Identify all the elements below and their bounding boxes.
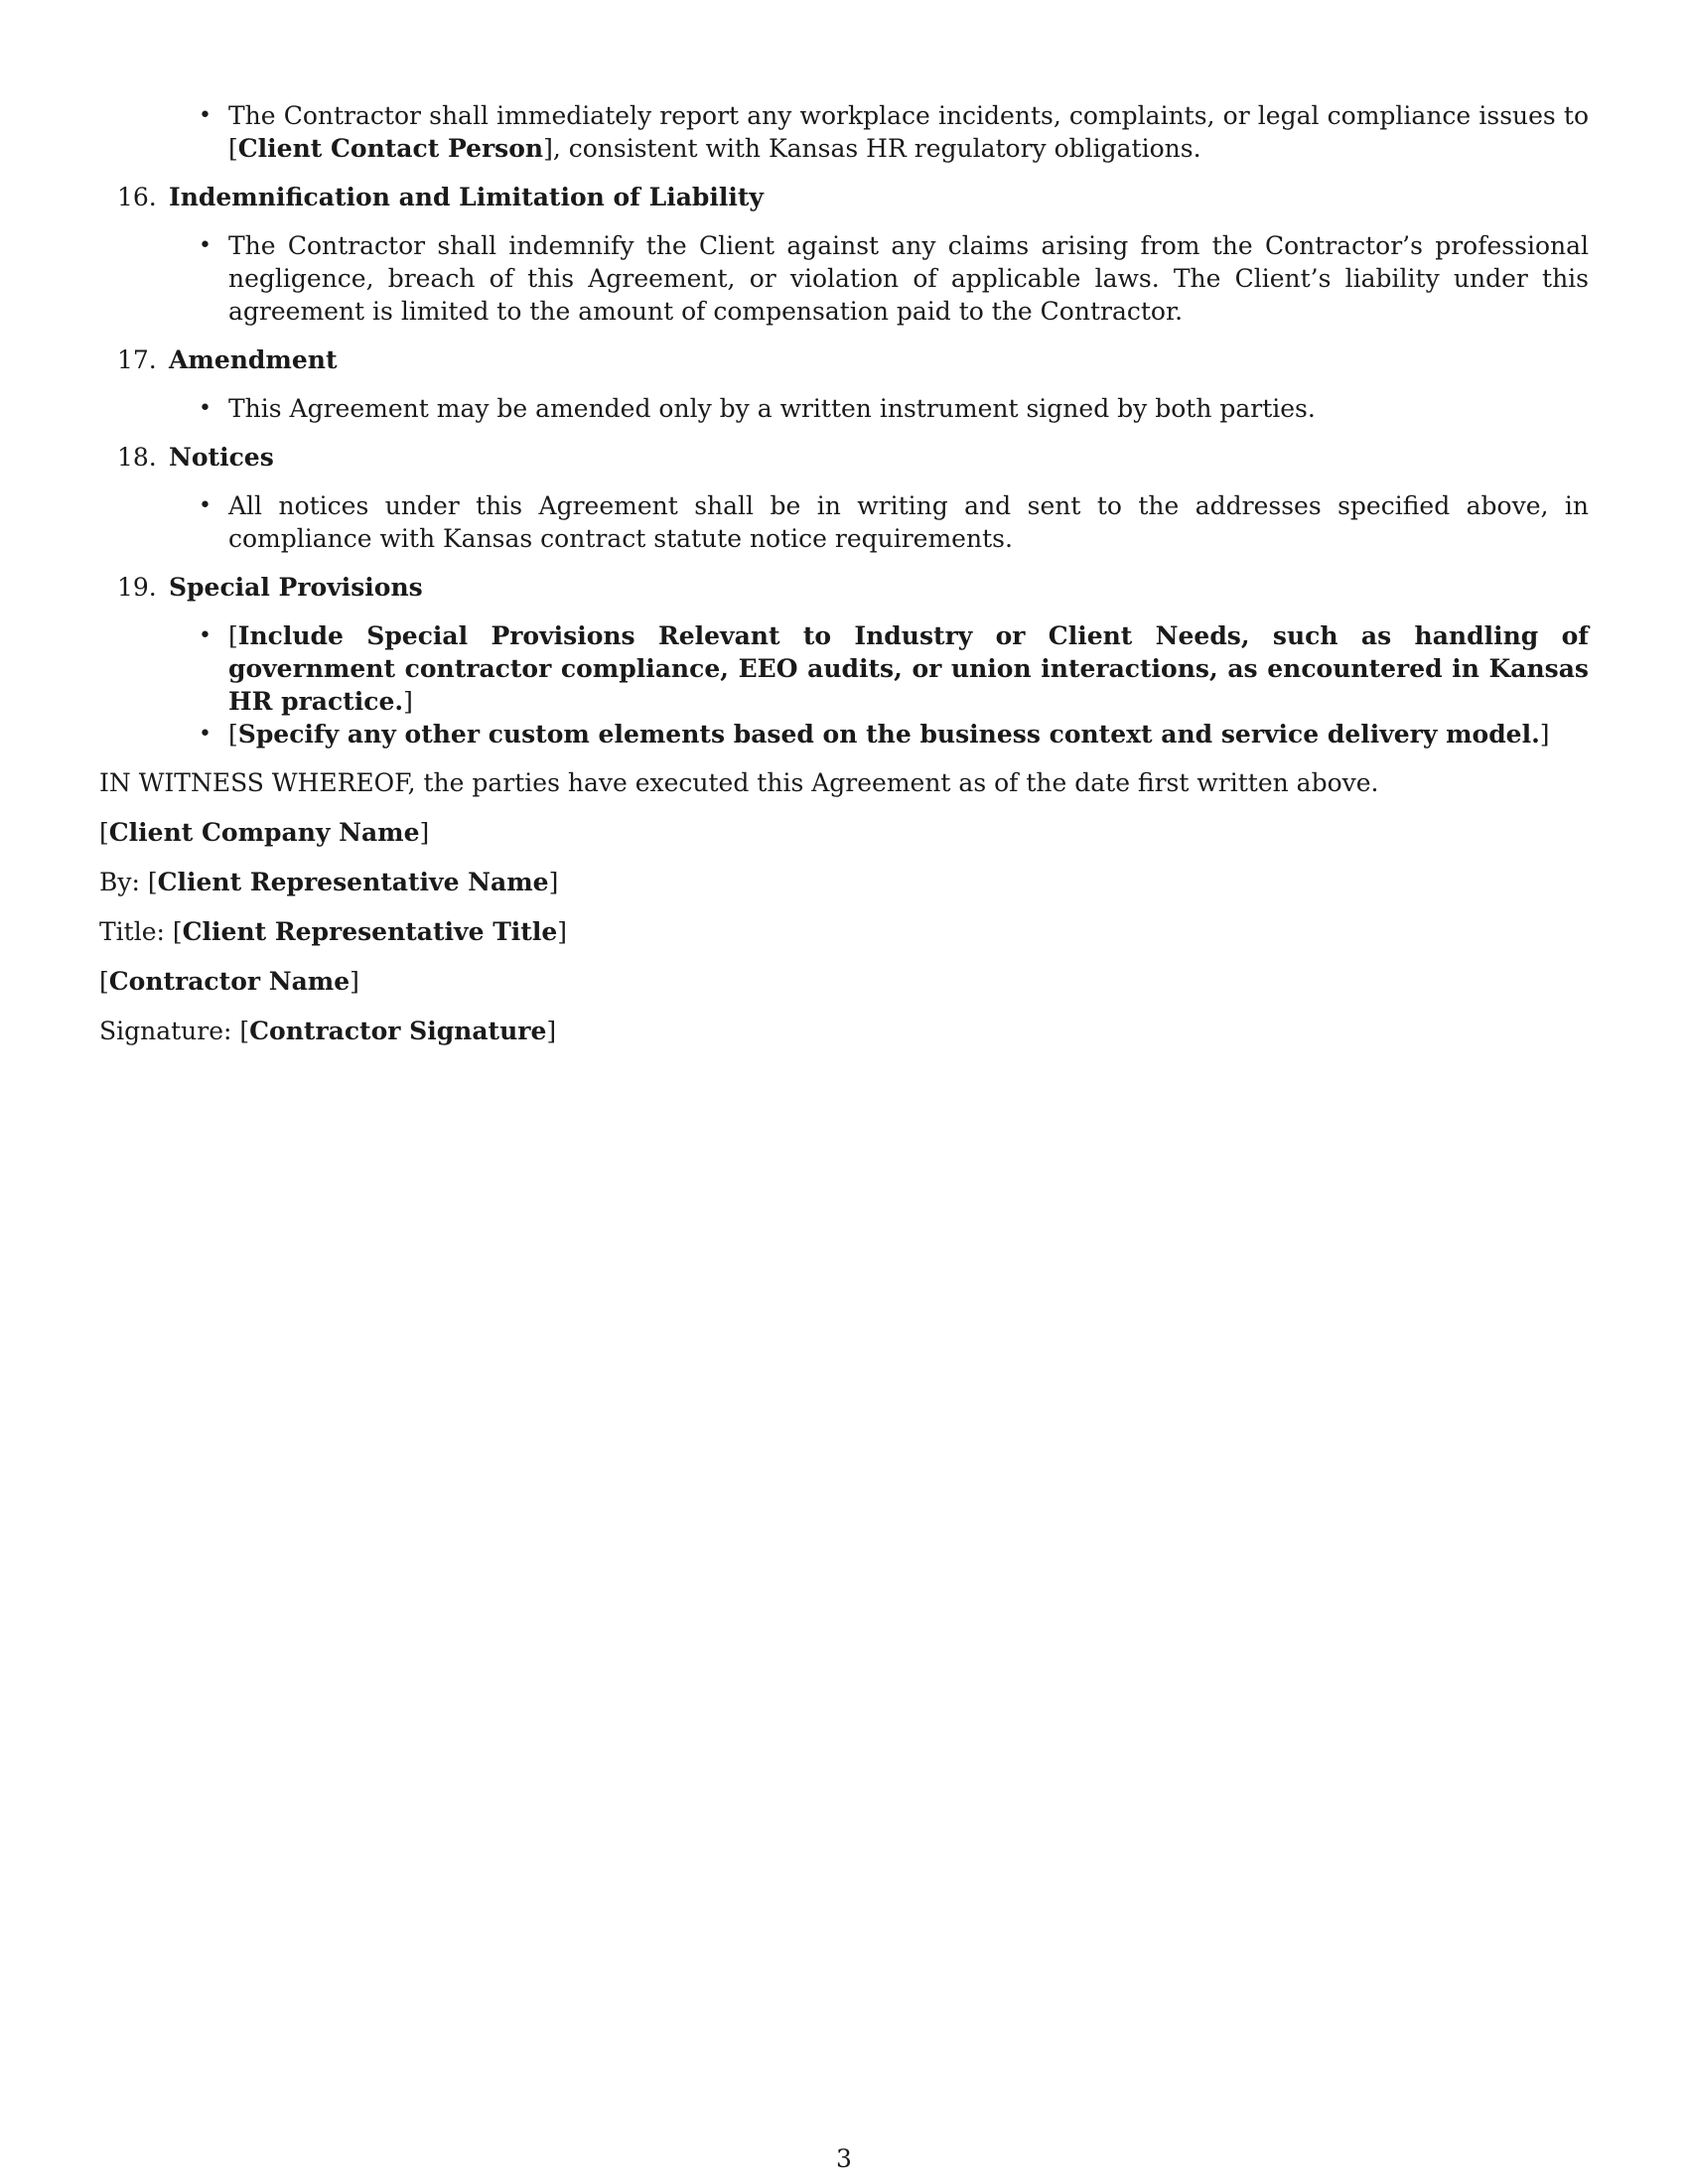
section-title: Amendment <box>169 345 338 374</box>
page-number: 3 <box>836 2144 852 2173</box>
section-bullets <box>228 619 1589 751</box>
signature-label: Signature: <box>99 1017 232 1045</box>
section-bullets <box>228 489 1589 555</box>
section-bullet: • The Contractor shall indemnify the Client against any claims arising from the Contractor’s professional negligence, breach of this Agreement, or violation of applicable laws. The Client’s liability under this agreement is limited to the amount of compensation paid to the Contractor. <box>228 229 1589 328</box>
section-title: Notices <box>169 443 274 472</box>
client-company-placeholder: Client Company Name <box>108 818 420 847</box>
by-line: By: [Client Representative Name] <box>99 868 559 896</box>
section-list <box>99 181 1589 751</box>
intro-bullet-after: ], consistent with Kansas HR regulatory obligations. <box>543 134 1201 163</box>
client-rep-title-placeholder: Client Representative Title <box>182 917 558 946</box>
section-bullet: • All notices under this Agreement shall be in writing and sent to the addresses specified above, in compliance with Kansas contract statute notice requirements. <box>228 489 1589 555</box>
witness-clause: IN WITNESS WHEREOF, the parties have executed this Agreement as of the date first written above. <box>99 768 1379 797</box>
document-content <box>99 99 1589 1047</box>
section-number: 16. <box>117 183 157 211</box>
section-title: Indemnification and Limitation of Liability <box>169 183 764 211</box>
section-18 <box>99 441 1589 555</box>
section-title: Special Provisions <box>169 573 423 602</box>
intro-bullet <box>228 99 1589 165</box>
client-rep-name-placeholder: Client Representative Name <box>157 868 549 896</box>
contractor-name-placeholder: Contractor Name <box>108 967 351 996</box>
special-provision-placeholder: Include Special Provisions Relevant to Industry or Client Needs, such as handling of government contractor compliance, EEO audits, or union interactions, as encountered in Kansas HR practice. <box>228 621 1589 716</box>
section-number: 19. <box>117 573 157 602</box>
section-number: 17. <box>117 345 157 374</box>
title-label: Title: <box>99 917 165 946</box>
section-bullets <box>228 229 1589 328</box>
section-bullet: • This Agreement may be amended only by a written instrument signed by both parties. <box>228 392 1589 425</box>
section-17 <box>99 343 1589 425</box>
title-line: Title: [Client Representative Title] <box>99 917 568 946</box>
section-bullets <box>228 392 1589 425</box>
custom-elements-placeholder: Specify any other custom elements based on the business context and service delivery model. <box>237 720 1540 749</box>
section-16 <box>99 181 1589 328</box>
intro-bullet-before: The Contractor shall immediately report any workplace incidents, complaints, or legal compliance issues to [ <box>228 101 1589 163</box>
special-provision-bullet: • [Include Special Provisions Relevant to Industry or Client Needs, such as handling of government contractor compliance, EEO audits, or union interactions, as encountered in Kansas HR practice.] <box>228 619 1589 718</box>
contractor-name-line: [Contractor Name] <box>99 967 359 996</box>
custom-elements-bullet: • [Specify any other custom elements based on the business context and service delivery model.] <box>228 718 1589 751</box>
intro-bullet-list <box>228 99 1589 165</box>
by-label: By: <box>99 868 140 896</box>
signature-line: Signature: [Contractor Signature] <box>99 1017 557 1045</box>
section-19 <box>99 571 1589 751</box>
contractor-signature-placeholder: Contractor Signature <box>249 1017 547 1045</box>
client-contact-placeholder: Client Contact Person <box>237 134 544 163</box>
section-number: 18. <box>117 443 157 472</box>
client-company-line: [Client Company Name] <box>99 818 430 847</box>
